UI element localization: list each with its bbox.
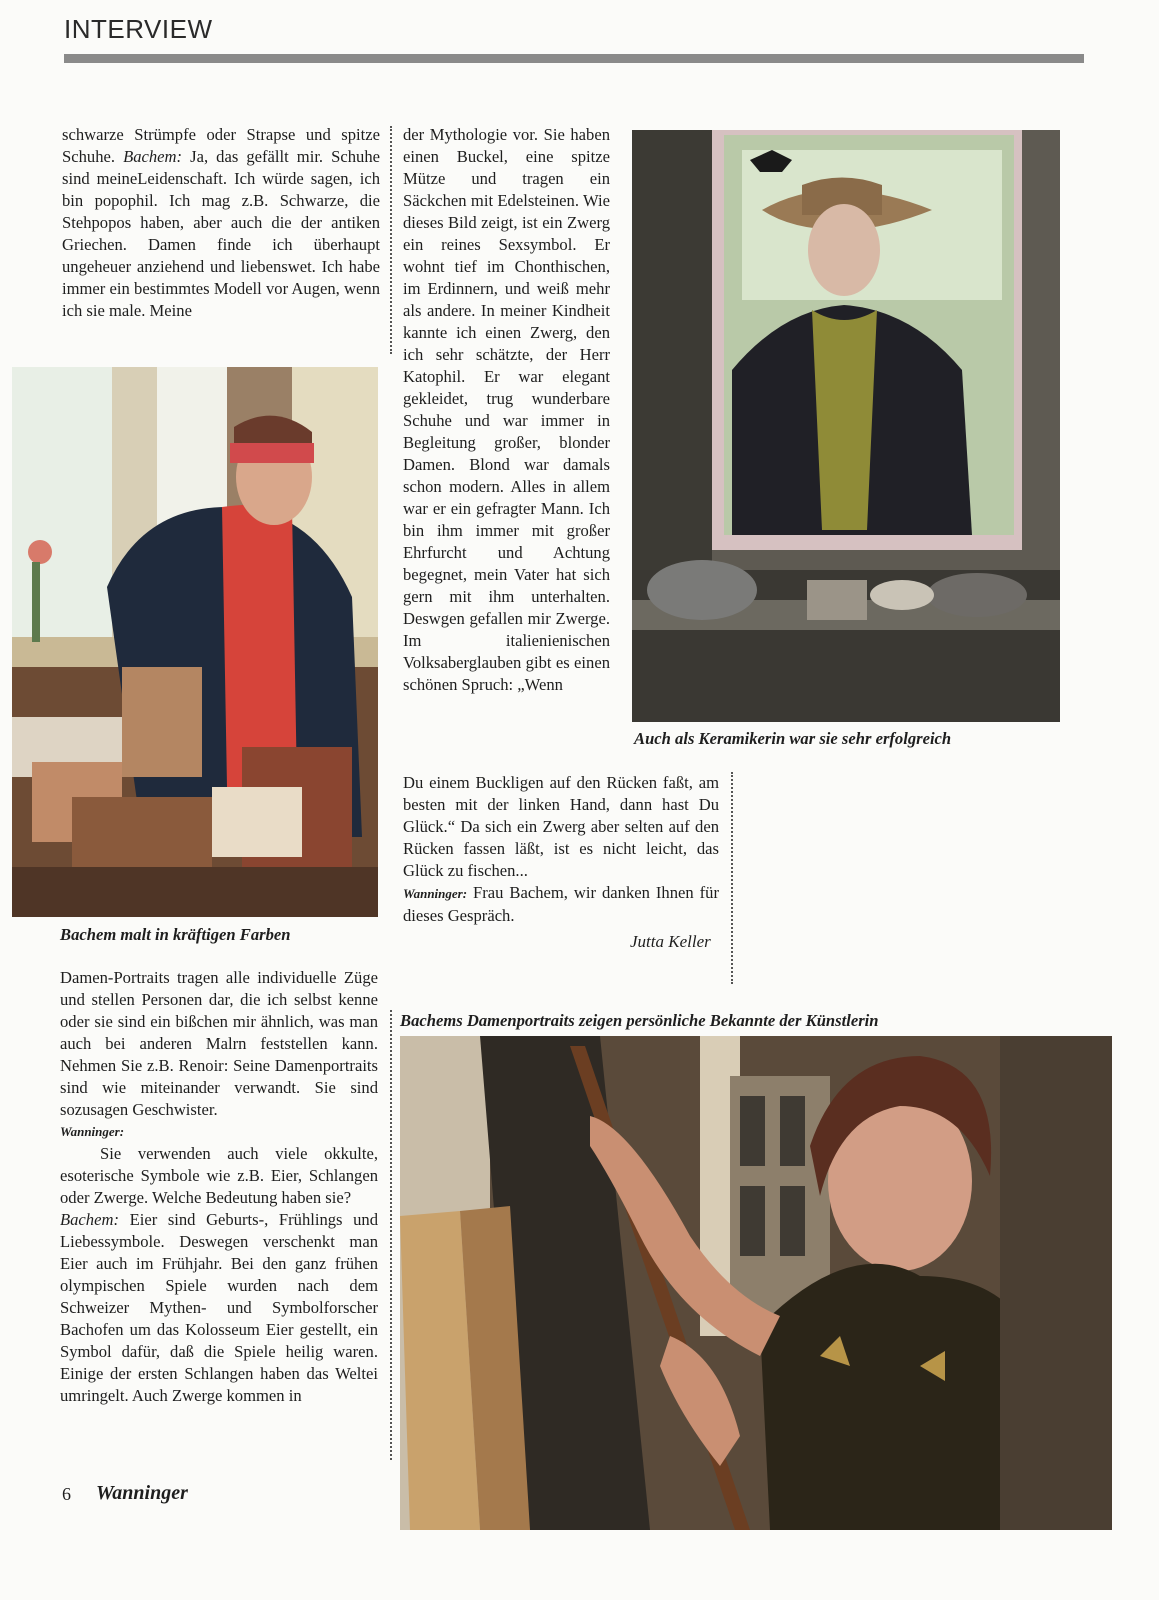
section-label: INTERVIEW [64,14,213,44]
caption-portraits: Bachems Damenportraits zeigen persönliche Bekannte der Künstlerin [400,1011,879,1030]
paragraph: Du einem Buckligen auf den Rücken faßt, am besten mit der linken Hand, dann hast Du Glück.“ Da sich ein Zwerg aber selten auf den Rücken fassen läßt, ist es nicht leicht, das Glück zu fischen... [403,773,719,880]
column-divider [731,772,733,984]
painting-photo [12,367,378,917]
middle-column-text [403,124,610,696]
window-photo-image [632,130,1060,722]
text-run: schwarze Strümpfe oder Strapse und spitze Schuhe. [62,125,380,166]
answer-text: Eier sind Geburts-, Frühlings und Liebessymbole. Deswegen verschenkt man Eier auch im Frühjahr. Bei den ganz frühen olympischen Spiele wurden nach dem Schweizer Mythen- und Symbolforscher Bachofen um das Kolosseum Eier gestellt, ein Symbol dafür, daß die Spiele heilig waren. Einige der ersten Schlangen haben das Weltei umringelt. Auch Zwerge kommen in [60,1210,378,1405]
speaker-label: Bachem: [60,1210,119,1229]
column-divider [390,1010,392,1460]
easel-photo [400,1036,1112,1530]
page-number: 6 [62,1484,71,1504]
column-divider [390,126,392,354]
easel-photo-image [400,1036,1112,1530]
painting-photo-image [12,367,378,917]
left-column-bottom-text [60,967,378,1407]
speaker-label: Wanninger: [60,1124,125,1139]
author-signature: Jutta Keller [630,932,711,951]
speaker-label: Wanninger: [403,886,468,901]
speaker-label: Bachem: [123,147,183,166]
caption-window: Auch als Keramikerin war sie sehr erfolgreich [634,729,952,748]
middle-column-continued [403,772,719,927]
paragraph: der Mythologie vor. Sie haben einen Buckel, eine spitze Mütze und tragen ein Säckchen mit Edelsteinen. Wie dieses Bild zeigt, ist ein Zwerg ein reines Sexsymbol. Er wohnt tief im Chonthischen, im Erdinnern, und weiß mehr als andere. In meiner Kindheit kannte ich einen Zwerg, den ich sehr schätzte, der Herr Katophil. Er war elegant gekleidet, trug wunderbare Schuhe und war immer in Begleitung großer, blonder Damen. Blond war damals schon modern. Alles in allem war er ein gefragter Mann. Ich bin ihm immer mit großer Ehrfurcht und Achtung begegnet, mein Vater hat sich gern mit ihm unterhalten. Deswgen gefallen mir Zwerge. Im italienienischen Volksaberglauben gibt es einen schönen Spruch: „Wenn [403,125,610,694]
paragraph: Damen-Portraits tragen alle individuelle Züge und stellen Personen dar, die ich selbst kenne oder sie sind ein bißchen mir ähnlich, was man auch bei anderen Malrn feststellen kann. Nehmen Sie z.B. Renoir: Seine Damenportraits sind wie miteinander verwandt. Sie sind sozusagen Geschwister. [60,968,378,1119]
text-run: Ja, das gefällt mir. Schuhe sind meineLeidenschaft. Ich würde sagen, ich bin popophil. Ich mag z.B. Schwarze, die Stehpopos haben, aber auch die der antiken Griechen. Damen finde ich überhaupt ungeheuer anziehend und liebenswet. Ich habe immer ein bestimmtes Modell vor Augen, wenn ich sie male. Meine [62,147,381,320]
header-rule [64,54,1084,63]
magazine-logo: Wanninger [96,1482,188,1504]
window-photo [632,130,1060,722]
question-paragraph: Sie verwenden auch viele okkulte, esoterische Symbole wie z.B. Eier, Schlangen oder Zwerge. Welche Bedeutung haben sie? [60,1144,378,1207]
caption-painting: Bachem malt in kräftigen Farben [60,925,291,944]
closing-text: Frau Bachem, wir danken Ihnen für dieses Gespräch. [403,883,719,925]
left-column-top-text [62,124,380,322]
